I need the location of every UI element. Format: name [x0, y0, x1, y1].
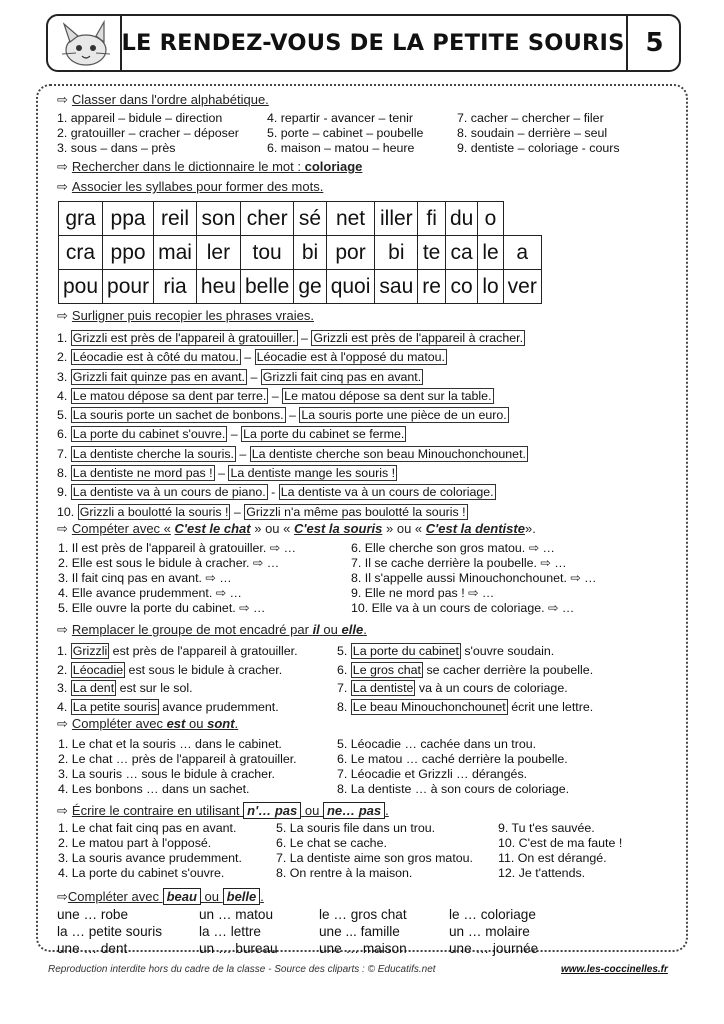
boxed-word: n'… pas	[243, 802, 301, 819]
list-item: 6. Le matou … caché derrière la poubelle.	[337, 752, 568, 766]
syllable-cell: reil	[154, 202, 197, 236]
heading-est-sont: ⇨ Compléter avec est ou sont.	[57, 716, 239, 731]
footer-copyright: Reproduction interdite hors du cadre de la classe - Source des cliparts : © Educatifs.net	[48, 964, 436, 975]
syllable-cell: pou	[59, 270, 103, 304]
list-item: 3. sous – dans – près	[57, 141, 176, 155]
list-item: 2. Léocadie est à côté du matou. – Léocadie est à l'opposé du matou.	[57, 350, 445, 365]
syllable-cell: quoi	[326, 270, 375, 304]
list-item: 6. Le chat se cache.	[276, 836, 387, 850]
list-item: la … lettre	[199, 924, 261, 939]
list-item: 8. La dentiste ne mord pas ! – La dentiste mange les souris !	[57, 466, 396, 481]
sentence-option-a[interactable]: Grizzli a boulotté la souris !	[79, 504, 229, 519]
list-item: 7. La dentiste va à un cours de coloriage.	[337, 681, 568, 695]
sentence-option-b[interactable]: Léocadie est à l'opposé du matou.	[256, 350, 445, 365]
empty-cell	[503, 202, 541, 236]
syllable-cell: ge	[294, 270, 326, 304]
syllable-cell: tou	[240, 236, 293, 270]
syllable-cell: net	[326, 202, 375, 236]
sentence-option-a[interactable]: La dentiste cherche la souris.	[72, 446, 234, 461]
list-item: une ... famille	[319, 924, 400, 939]
heading-replace: ⇨ Remplacer le groupe de mot encadré par il ou elle.	[57, 622, 367, 637]
syllable-cell: ler	[196, 236, 240, 270]
arrow-icon: ⇨	[57, 716, 68, 731]
list-item: une … robe	[57, 907, 129, 922]
list-item: 3. La souris … sous le bidule à cracher.	[58, 767, 275, 781]
list-item: 7. cacher – chercher – filer	[457, 111, 604, 125]
lesson-number: 5	[626, 16, 681, 70]
list-item: 8. Le beau Minouchonchounet écrit une lettre.	[337, 699, 594, 714]
syllable-cell: o	[478, 202, 503, 236]
syllable-cell: mai	[154, 236, 197, 270]
syllable-cell: lo	[478, 270, 503, 304]
syllable-cell: re	[418, 270, 446, 304]
boxed-word: belle	[223, 888, 261, 905]
list-item: un … matou	[199, 907, 274, 922]
arrow-icon: ⇨	[57, 889, 68, 904]
sentence-option-a[interactable]: La dentiste va à un cours de piano.	[72, 485, 266, 500]
list-item: 8. On rentre à la maison.	[276, 866, 413, 880]
list-item: 6. Le gros chat se cacher derrière la poubelle.	[337, 662, 594, 677]
sentence-option-a[interactable]: Le matou dépose sa dent par terre.	[72, 388, 267, 403]
sentence-option-b[interactable]: La dentiste va à un cours de coloriage.	[280, 485, 494, 500]
list-item: 8. La dentiste … à son cours de coloriage.	[337, 782, 570, 796]
list-item: 1. Le chat fait cinq pas en avant.	[58, 821, 237, 835]
framed-group: La dentiste	[352, 681, 414, 695]
heading-syllables: ⇨ Associer les syllabes pour former des mots.	[57, 179, 324, 194]
syllable-cell: gra	[59, 202, 103, 236]
page-title: LE RENDEZ-VOUS DE LA PETITE SOURIS	[121, 30, 625, 56]
syllable-cell: a	[503, 236, 541, 270]
syllable-row	[59, 270, 542, 304]
list-item: 5. Elle ouvre la porte du cabinet. ⇨ …	[58, 601, 266, 615]
list-item: le … gros chat	[319, 907, 407, 922]
sentence-option-b[interactable]: Le matou dépose sa dent sur la table.	[284, 388, 492, 403]
list-item: 9. dentiste – coloriage - cours	[457, 141, 620, 155]
framed-group: La petite souris	[72, 699, 157, 714]
footer-website-link[interactable]: www.les-coccinelles.fr	[561, 964, 668, 975]
alpha-col3	[457, 111, 620, 156]
list-item: 4. repartir - avancer – tenir	[267, 111, 413, 125]
arrow-icon: ⇨	[57, 308, 68, 323]
syllable-cell: son	[196, 202, 240, 236]
alpha-col1	[57, 111, 239, 156]
syllable-cell: sé	[294, 202, 326, 236]
syllable-table	[58, 201, 542, 304]
list-item: 5. La souris porte un sachet de bonbons. – La souris porte une pièce de un euro.	[57, 408, 507, 423]
list-item: 2. Léocadie est sous le bidule à cracher.	[57, 662, 283, 677]
sentence-option-b[interactable]: La souris porte une pièce de un euro.	[301, 408, 507, 423]
list-item: 6. La porte du cabinet s'ouvre. – La porte du cabinet se ferme.	[57, 427, 405, 442]
list-item: 4. Le matou dépose sa dent par terre. – Le matou dépose sa dent sur la table.	[57, 388, 492, 403]
list-item: 5. La souris file dans un trou.	[276, 821, 436, 835]
list-item: 10. Elle va à un cours de coloriage. ⇨ …	[351, 601, 575, 615]
list-item: 1. Le chat et la souris … dans le cabinet.	[58, 737, 282, 751]
list-item: 5. Léocadie … cachée dans un trou.	[337, 737, 537, 751]
list-item: 3. Il fait cinq pas en avant. ⇨ …	[58, 571, 232, 585]
est-sont-col2	[337, 737, 569, 797]
list-item: 2. Elle est sous le bidule à cracher. ⇨ …	[58, 556, 280, 570]
syllable-cell: por	[326, 236, 375, 270]
sentence-option-b[interactable]: La porte du cabinet se ferme.	[243, 427, 405, 442]
syllable-cell: ria	[154, 270, 197, 304]
list-item: 10. C'est de ma faute !	[498, 836, 623, 850]
list-item: la … petite souris	[57, 924, 163, 939]
list-item: 3. Grizzli fait quinze pas en avant. – Grizzli fait cinq pas en avant.	[57, 369, 422, 384]
syllable-cell: pour	[103, 270, 154, 304]
list-item: une … journée	[449, 941, 539, 956]
list-item: 1. Grizzli est près de l'appareil à gratouiller.	[57, 644, 298, 658]
heading-true-sentences: ⇨ Surligner puis recopier les phrases vraies.	[57, 308, 314, 323]
syllable-cell: bi	[294, 236, 326, 270]
list-item: 4. Elle avance prudemment. ⇨ …	[58, 586, 242, 600]
syllable-row	[59, 236, 542, 270]
contraire-col2	[276, 821, 473, 881]
syllable-cell: heu	[196, 270, 240, 304]
syllable-cell: ca	[445, 236, 477, 270]
list-item: 6. maison – matou – heure	[267, 141, 415, 155]
sentence-option-a[interactable]: Grizzli est près de l'appareil à gratouiller.	[72, 331, 296, 345]
heading-beau-belle: ⇨Compléter avec beau ou belle .	[57, 889, 264, 904]
syllable-cell: cra	[59, 236, 103, 270]
framed-group: Le beau Minouchonchounet	[352, 699, 506, 714]
list-item: 3. La dent est sur le sol.	[57, 681, 193, 695]
list-item: 10. Grizzli a boulotté la souris ! – Grizzli n'a même pas boulotté la souris !	[57, 504, 466, 519]
framed-group: Léocadie	[72, 662, 124, 677]
list-item: un … molaire	[449, 924, 530, 939]
list-item: 8. soudain – derrière – seul	[457, 126, 608, 140]
list-item: 2. gratouiller – cracher – déposer	[57, 126, 239, 140]
list-item: un … bureau	[199, 941, 278, 956]
syllable-row	[59, 202, 542, 236]
list-item: 5. La porte du cabinet s'ouvre soudain.	[337, 644, 555, 658]
heading-alpha: ⇨ Classer dans l'ordre alphabétique.	[57, 92, 269, 107]
syllable-cell: le	[478, 236, 503, 270]
list-item: 3. La souris avance prudemment.	[58, 851, 242, 865]
list-item: une … dent	[57, 941, 128, 956]
arrow-icon: ⇨	[57, 622, 68, 637]
replace-right	[337, 642, 593, 716]
beau-col1	[57, 906, 162, 957]
list-item: 5. porte – cabinet – poubelle	[267, 126, 424, 140]
syllable-cell: belle	[240, 270, 293, 304]
syllable-cell: cher	[240, 202, 293, 236]
sentence-option-a[interactable]: La porte du cabinet s'ouvre.	[72, 427, 226, 442]
contraire-col1	[58, 821, 242, 881]
list-item: 9. La dentiste va à un cours de piano. - La dentiste va à un cours de coloriage.	[57, 485, 494, 500]
cat-mouse-clipart	[48, 16, 122, 70]
sentence-option-a[interactable]: Léocadie est à côté du matou.	[72, 350, 239, 365]
list-item: une … maison	[319, 941, 407, 956]
syllable-cell: ppa	[103, 202, 154, 236]
sentence-option-a[interactable]: La dentiste ne mord pas !	[72, 466, 213, 481]
list-item: 4. La porte du cabinet s'ouvre.	[58, 866, 225, 880]
syllable-cell: bi	[375, 236, 418, 270]
list-item: 1. appareil – bidule – direction	[57, 111, 223, 125]
heading-dictionary: ⇨ Rechercher dans le dictionnaire le mot : coloriage	[57, 159, 363, 174]
contraire-col3	[498, 821, 622, 881]
cest-col2	[351, 541, 597, 616]
header-banner	[46, 14, 681, 72]
syllable-cell: sau	[375, 270, 418, 304]
list-item: 4. Les bonbons … dans un sachet.	[58, 782, 250, 796]
syllable-cell: iller	[375, 202, 418, 236]
list-item: 7. La dentiste aime son gros matou.	[276, 851, 473, 865]
sentence-option-b[interactable]: La dentiste cherche son beau Minouchonchounet.	[251, 446, 526, 461]
syllable-cell: ppo	[103, 236, 154, 270]
syllable-cell: du	[445, 202, 477, 236]
beau-col2	[199, 906, 278, 957]
list-item: 7. Il se cache derrière la poubelle. ⇨ …	[351, 556, 567, 570]
framed-group: La porte du cabinet	[352, 644, 459, 658]
arrow-icon: ⇨	[57, 521, 68, 536]
list-item: 1. Il est près de l'appareil à gratouiller. ⇨ …	[58, 541, 296, 555]
beau-col4	[449, 906, 538, 957]
heading-cest: ⇨ Compéter avec « C'est le chat » ou « C'est la souris » ou « C'est la dentiste».	[57, 521, 536, 536]
heading-contraire: ⇨ Écrire le contraire en utilisant n'… pas ou ne… pas .	[57, 803, 389, 818]
arrow-icon: ⇨	[57, 92, 68, 107]
est-sont-col1	[58, 737, 297, 797]
list-item: 2. Le matou part à l'opposé.	[58, 836, 212, 850]
dictionary-word: coloriage	[304, 159, 363, 174]
list-item: 6. Elle cherche son gros matou. ⇨ …	[351, 541, 555, 555]
cest-col1	[58, 541, 296, 616]
list-item: 12. Je t'attends.	[498, 866, 586, 880]
list-item: 7. Léocadie et Grizzli … dérangés.	[337, 767, 528, 781]
syllable-cell: co	[445, 270, 477, 304]
framed-group: Le gros chat	[352, 662, 421, 677]
arrow-icon: ⇨	[57, 803, 68, 818]
list-item: le … coloriage	[449, 907, 536, 922]
list-item: 4. La petite souris avance prudemment.	[57, 699, 279, 714]
sentence-option-a[interactable]: Grizzli fait quinze pas en avant.	[72, 369, 245, 384]
list-item: 2. Le chat … près de l'appareil à gratouiller.	[58, 752, 297, 766]
beau-col3	[319, 906, 407, 957]
sentence-option-b[interactable]: Grizzli n'a même pas boulotté la souris !	[246, 504, 466, 519]
syllable-cell: te	[418, 236, 446, 270]
boxed-word: ne… pas	[323, 802, 385, 819]
arrow-icon: ⇨	[57, 159, 68, 174]
framed-group: La dent	[72, 681, 115, 695]
true-sentences-list	[57, 329, 528, 522]
list-item: 11. On est dérangé.	[498, 851, 607, 865]
alpha-col2	[267, 111, 423, 156]
framed-group: Grizzli	[72, 644, 108, 658]
list-item: 1. Grizzli est près de l'appareil à gratouiller. – Grizzli est près de l'appareil à cracher.	[57, 331, 524, 345]
sentence-option-a[interactable]: La souris porte un sachet de bonbons.	[72, 408, 284, 423]
sentence-option-b[interactable]: Grizzli est près de l'appareil à cracher.	[313, 331, 524, 345]
sentence-option-b[interactable]: Grizzli fait cinq pas en avant.	[262, 369, 422, 384]
sentence-option-b[interactable]: La dentiste mange les souris !	[230, 466, 396, 481]
syllable-cell: ver	[503, 270, 541, 304]
list-item: 9. Tu t'es sauvée.	[498, 821, 595, 835]
syllable-cell: fi	[418, 202, 446, 236]
boxed-word: beau	[163, 888, 201, 905]
list-item: 8. Il s'appelle aussi Minouchonchounet. ⇨ …	[351, 571, 597, 585]
list-item: 7. La dentiste cherche la souris. – La dentiste cherche son beau Minouchonchounet.	[57, 446, 526, 461]
replace-left	[57, 642, 298, 716]
list-item: 9. Elle ne mord pas ! ⇨ …	[351, 586, 495, 600]
arrow-icon: ⇨	[57, 179, 68, 194]
